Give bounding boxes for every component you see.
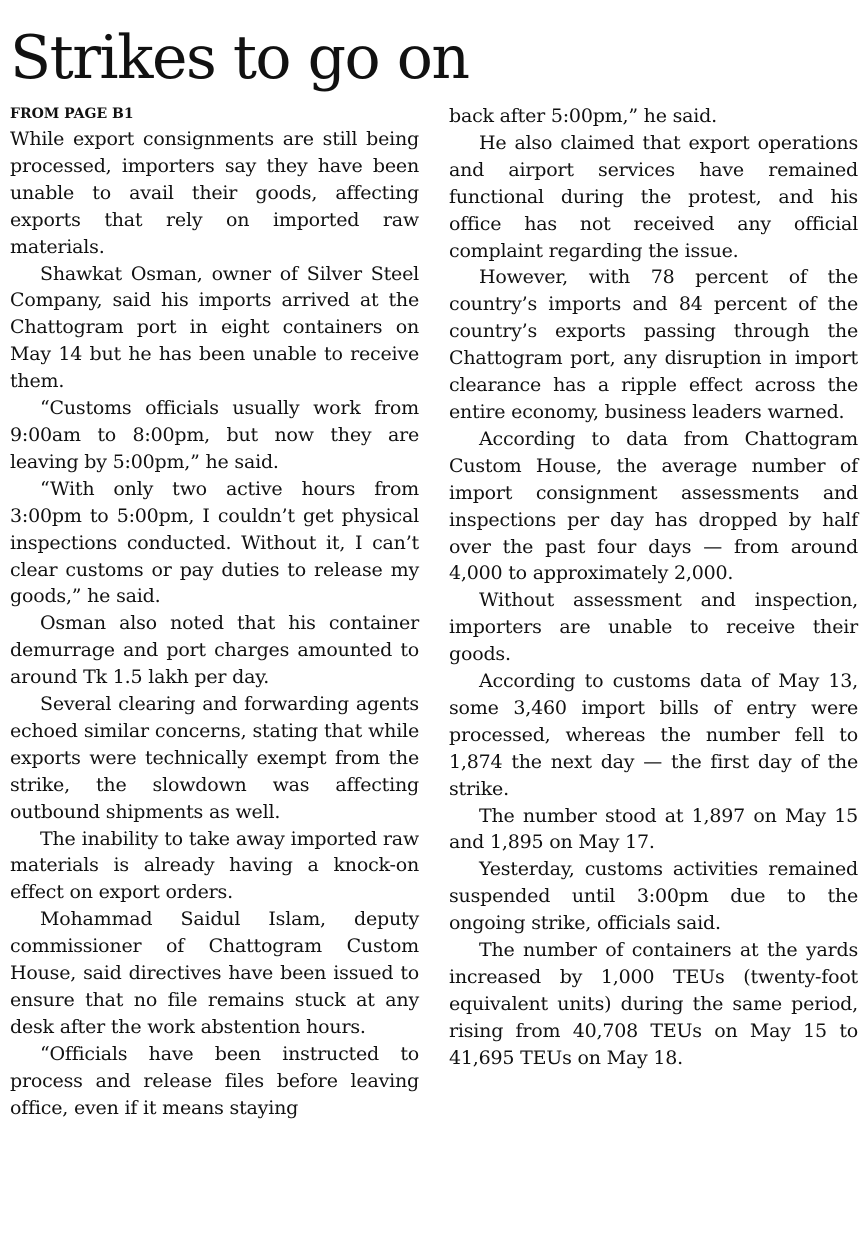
paragraph: Several clearing and forwarding agents echoed similar concerns, stating that while exports were technically exempt from the strike, the slowdown was affecting outbound shipments as well. xyxy=(10,693,419,823)
paragraph: The inability to take away imported raw materials is already having a knock-on effect on export orders. xyxy=(10,827,419,904)
paragraph: Osman also noted that his container demurrage and port charges amounted to around Tk 1.5 lakh per day. xyxy=(10,612,419,689)
paragraph-continued: back after 5:00pm,” he said. xyxy=(449,105,717,127)
paragraph: Mohammad Saidul Islam, deputy commissioner of Chattogram Custom House, said directives have been issued to ensure that no file remains stuck at any desk after the work abstention hours. xyxy=(10,908,419,1038)
paragraph: According to data from Chattogram Custom House, the average number of import consignment assessments and inspections per day has dropped by half over the past four days — from around 4,000 to approximately 2,000. xyxy=(449,427,858,585)
paragraph: Without assessment and inspection, importers are unable to receive their goods. xyxy=(449,589,858,666)
paragraph: The number of containers at the yards increased by 1,000 TEUs (twenty-foot equivalent units) during the same period, rising from 40,708 TEUs on May 15 to 41,695 TEUs on May 18. xyxy=(449,939,858,1069)
headline: Strikes to go on xyxy=(10,23,469,93)
paragraph: However, with 78 percent of the country’s imports and 84 percent of the country’s exports passing through the Chattogram port, any disruption in import clearance has a ripple effect across the entire economy, business leaders warned. xyxy=(449,266,858,423)
jump-line: FROM PAGE B1 xyxy=(10,106,134,122)
paragraph: He also claimed that export operations and airport services have remained functional during the protest, and his office has not received any official complaint regarding the issue. xyxy=(449,131,858,262)
paragraph: While export consignments are still being processed, importers say they have been unable to avail their goods, affecting exports that rely on imported raw materials. xyxy=(10,128,419,258)
paragraph: Shawkat Osman, owner of Silver Steel Company, said his imports arrived at the Chattogram port in eight containers on May 14 but he has been unable to receive them. xyxy=(10,262,419,393)
paragraph: According to customs data of May 13, some 3,460 import bills of entry were processed, whereas the number fell to 1,874 the next day — the first day of the strike. xyxy=(449,670,858,800)
paragraph: The number stood at 1,897 on May 15 and 1,895 on May 17. xyxy=(449,804,858,854)
paragraph: “Officials have been instructed to process and release files before leaving office, even if it means staying xyxy=(10,1042,419,1119)
paragraph: Yesterday, customs activities remained suspended until 3:00pm due to the ongoing strike, officials said. xyxy=(449,858,858,935)
article-column-left xyxy=(10,103,419,1122)
article-column-right xyxy=(449,103,858,1072)
paragraph: “With only two active hours from 3:00pm to 5:00pm, I couldn’t get physical inspections conducted. Without it, I can’t clear customs or pay duties to release my goods,” he said. xyxy=(10,477,419,608)
paragraph: “Customs officials usually work from 9:00am to 8:00pm, but now they are leaving by 5:00pm,” he said. xyxy=(10,397,419,473)
